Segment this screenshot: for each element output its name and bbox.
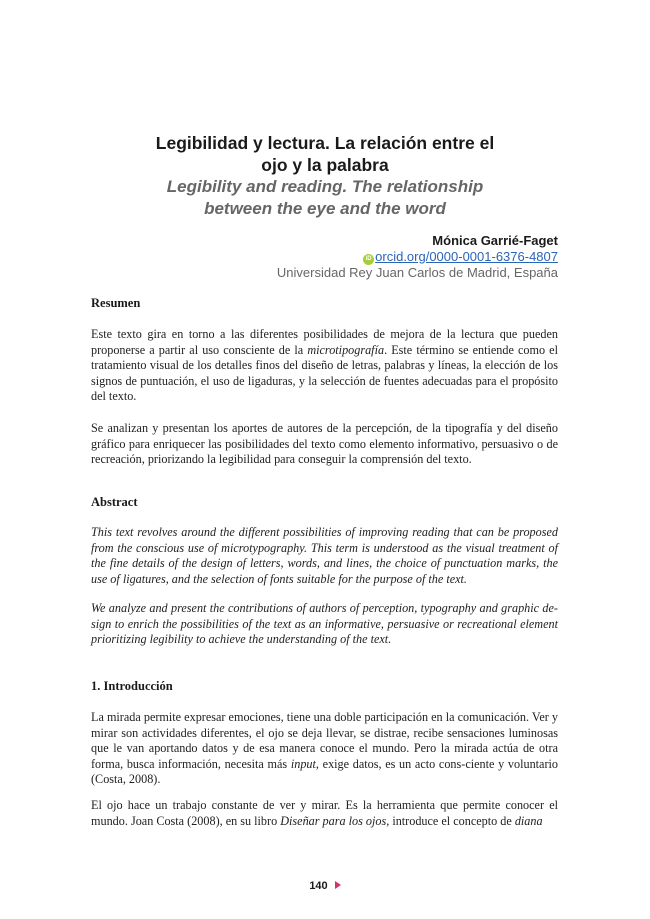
abstract-p2-text: We analyze and present the contributions of authors of perception, typography and graphic de-sign to enrich the possibilities of the text as an informative, persuasive or recreational element prioritizing legibility to achieve the understanding of the text. — [91, 601, 558, 647]
abstract-p1-text: This text revolves around the different possibilities of improving reading that can be proposed from the conscious use of microtypography. This term is understood as the visual treatment of the fine details of the design of letters, words, and lines, the choice of punctuation marks, the use of ligatures, and the selection of fonts suitable for the purpose of the text. — [91, 525, 558, 586]
next-arrow-icon — [335, 881, 341, 889]
resumen-p1-text-a: Este texto gira en torno a las diferentes posibilidades de mejora de la lectura que pueden proponerse a partir al uso consciente de la — [91, 327, 558, 357]
page-number: 140 — [309, 880, 328, 892]
resumen-p1-text-b: . Este término se entiende como el tratamiento visual de los detalles finos del diseño de letras, palabras y líneas, la elección de los signos de puntuación, el uso de ligaduras, y la selección de fuentes adecuadas para el propósito del texto. — [91, 342, 558, 404]
resumen-heading: Resumen — [91, 296, 141, 310]
author-name: Mónica Garrié-Faget — [432, 233, 558, 248]
resumen-paragraph-2 — [91, 421, 558, 468]
orcid-link[interactable]: orcid.org/0000-0001-6376-4807 — [375, 249, 558, 264]
resumen-p2-text: Se analizan y presentan los aportes de autores de la percepción, de la tipografía y del diseño gráfico para enriquecer las posibilidades del texto como elemento informativo, persuasivo o de recreación, priorizando la legibilidad para conseguir la comprensión del texto. — [91, 421, 558, 467]
abstract-paragraph-1 — [91, 525, 558, 587]
title-es-line-2: ojo y la palabra — [261, 155, 389, 175]
orcid-line — [277, 249, 558, 265]
title-es-line-1: Legibilidad y lectura. La relación entre el — [155, 133, 495, 153]
orcid-icon: iD — [363, 254, 374, 265]
intro-p2-emphasis-book: Diseñar para los ojos — [280, 813, 387, 828]
abstract-heading: Abstract — [91, 495, 138, 509]
author-block — [277, 233, 558, 281]
intro-p1-text-b: , exige datos, es un acto cons-ciente y voluntario (Costa, 2008). — [91, 756, 558, 787]
title-en-line-1: Legibility and reading. The relationship — [166, 177, 484, 196]
intro-p1-text-a: La mirada permite expresar emociones, tiene una doble participación en la comunicación. Ver y mirar son actividades diferentes, el ojo se deja llevar, se distrae, recibe sensaciones luminosas que le van aportando datos y de esa manera conoce el mundo. Pero la mirada actúa de otra forma, busca información, necesita más — [91, 710, 558, 771]
resumen-paragraph-1 — [91, 327, 558, 405]
resumen-p1-emphasis: microtipografía — [307, 342, 385, 357]
intro-paragraph-2 — [91, 798, 558, 829]
intro-paragraph-1 — [91, 710, 558, 788]
intro-p2-text-b: , introduce el concepto de — [386, 813, 515, 828]
page-footer — [0, 880, 650, 892]
title-block — [0, 132, 650, 220]
author-affiliation: Universidad Rey Juan Carlos de Madrid, España — [276, 265, 558, 280]
title-english — [145, 176, 505, 220]
abstract-paragraph-2 — [91, 601, 558, 648]
intro-heading: 1. Introducción — [91, 679, 173, 693]
intro-p1-emphasis: input — [290, 756, 316, 771]
title-spanish — [145, 132, 505, 176]
intro-p2-emphasis-diana: diana — [514, 813, 543, 828]
intro-p2-text-a: El ojo hace un trabajo constante de ver y mirar. Es la herramienta que permite conocer el mundo. Joan Costa (2008), en su libro — [91, 798, 558, 828]
title-en-line-2: between the eye and the word — [204, 199, 446, 218]
